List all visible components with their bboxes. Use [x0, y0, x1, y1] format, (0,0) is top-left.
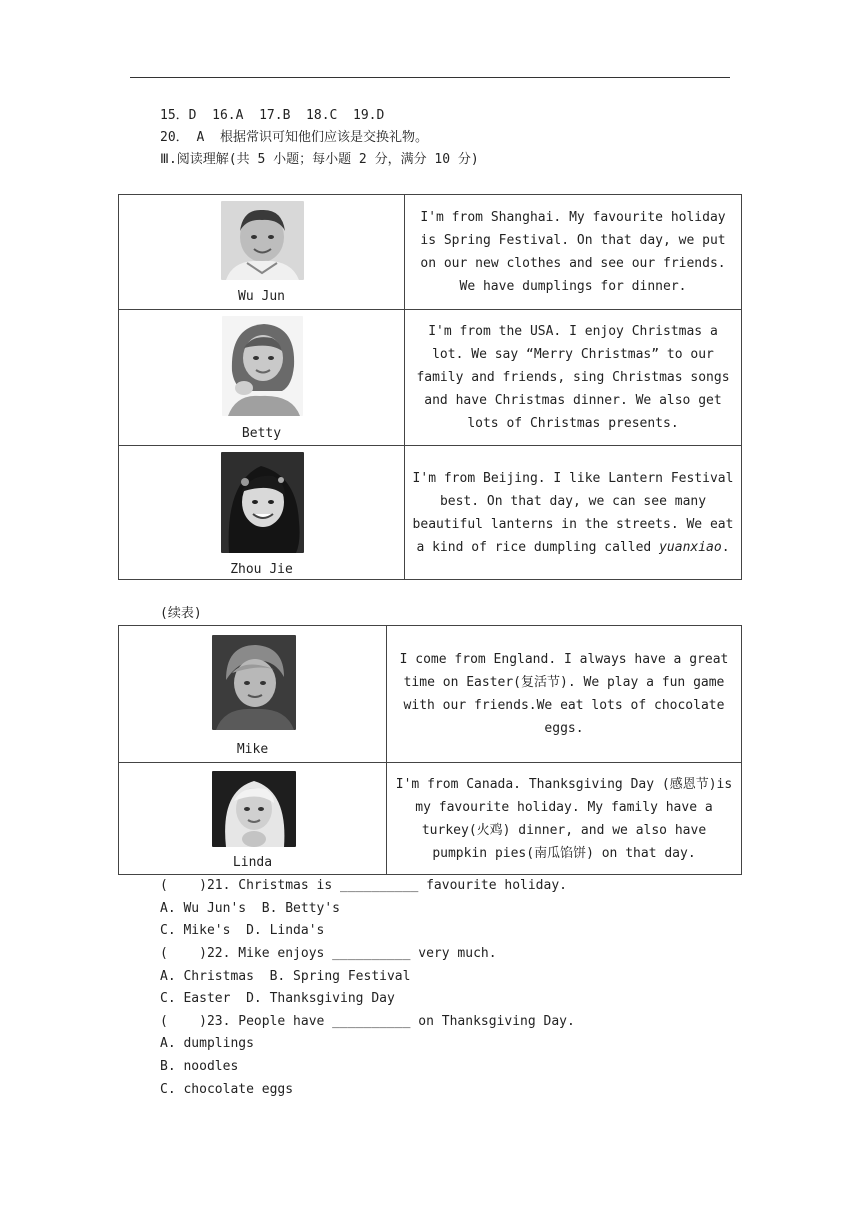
row-text: I come from England. I always have a great time on Easter(复活节). We play a fun game with our friends.We eat lots of chocolate eggs.	[399, 652, 729, 736]
continued-label: (续表)	[160, 606, 202, 621]
section-title: Ⅲ.阅读理解(共 5 小题；每小题 2 分，满分 10 分)	[160, 152, 479, 167]
table-row	[119, 445, 741, 579]
row-text: I'm from Canada. Thanksgiving Day (感恩节)is my favourite holiday. My family have a turkey(火鸡) dinner, and we also have pumpkin pies(南瓜馅饼) on that day.	[395, 776, 733, 861]
question-22-options-cd: C. Easter D. Thanksgiving Day	[160, 991, 395, 1006]
question-21-options-ab: A. Wu Jun's B. Betty's	[160, 901, 341, 916]
row-text: I'm from Shanghai. My favourite holiday is Spring Festival. On that day, we put on our new clothes and see our friends. We have dumplings for dinner.	[420, 210, 726, 294]
question-21-options-cd: C. Mike's D. Linda's	[160, 923, 325, 938]
table-row	[119, 762, 741, 874]
linda-photo	[212, 771, 296, 847]
row-text	[411, 467, 735, 559]
question-23-option-b: B. noodles	[160, 1059, 239, 1074]
wu-jun-photo	[221, 201, 304, 280]
question-22-options-ab: A. Christmas B. Spring Festival	[160, 969, 411, 984]
row-text: I'm from the USA. I enjoy Christmas a lot. We say “Merry Christmas” to our family and friends, sing Christmas songs and have Christmas dinner. We also get lots of Christmas presents.	[416, 324, 730, 431]
question-23-option-c: C. chocolate eggs	[160, 1082, 294, 1097]
table-row	[119, 195, 741, 309]
mike-photo	[212, 635, 296, 730]
row-name: Zhou Jie	[230, 562, 293, 577]
question-23-option-a: A. dumplings	[160, 1036, 254, 1051]
question-21: ( )21. Christmas is __________ favourite holiday.	[160, 878, 567, 893]
answer-line-1: 15．D 16.A 17.B 18.C 19.D	[160, 108, 385, 123]
answer-line-2: 20． A 根据常识可知他们应该是交换礼物。	[160, 130, 428, 145]
zhou-jie-photo	[221, 452, 304, 553]
table-row	[119, 626, 741, 762]
row-name: Mike	[236, 742, 269, 757]
table-row	[119, 309, 741, 445]
betty-photo	[222, 316, 303, 416]
reading-table-2	[118, 625, 742, 875]
reading-table-1	[118, 194, 742, 580]
question-23: ( )23. People have __________ on Thanksgiving Day.	[160, 1014, 575, 1029]
yuanxiao-word: yuanxiao	[659, 539, 722, 555]
header-rule	[130, 77, 730, 78]
row-name: Wu Jun	[238, 289, 285, 304]
row-name: Betty	[241, 426, 282, 441]
row-name: Linda	[232, 855, 273, 870]
row-text-part: I'm from Beijing. I like Lantern Festival best. On that day, we can see many beautiful lanterns in the streets. We eat a kind of rice dumpling called	[412, 470, 734, 555]
row-text-end: .	[721, 539, 730, 555]
question-22: ( )22. Mike enjoys __________ very much.	[160, 946, 497, 961]
